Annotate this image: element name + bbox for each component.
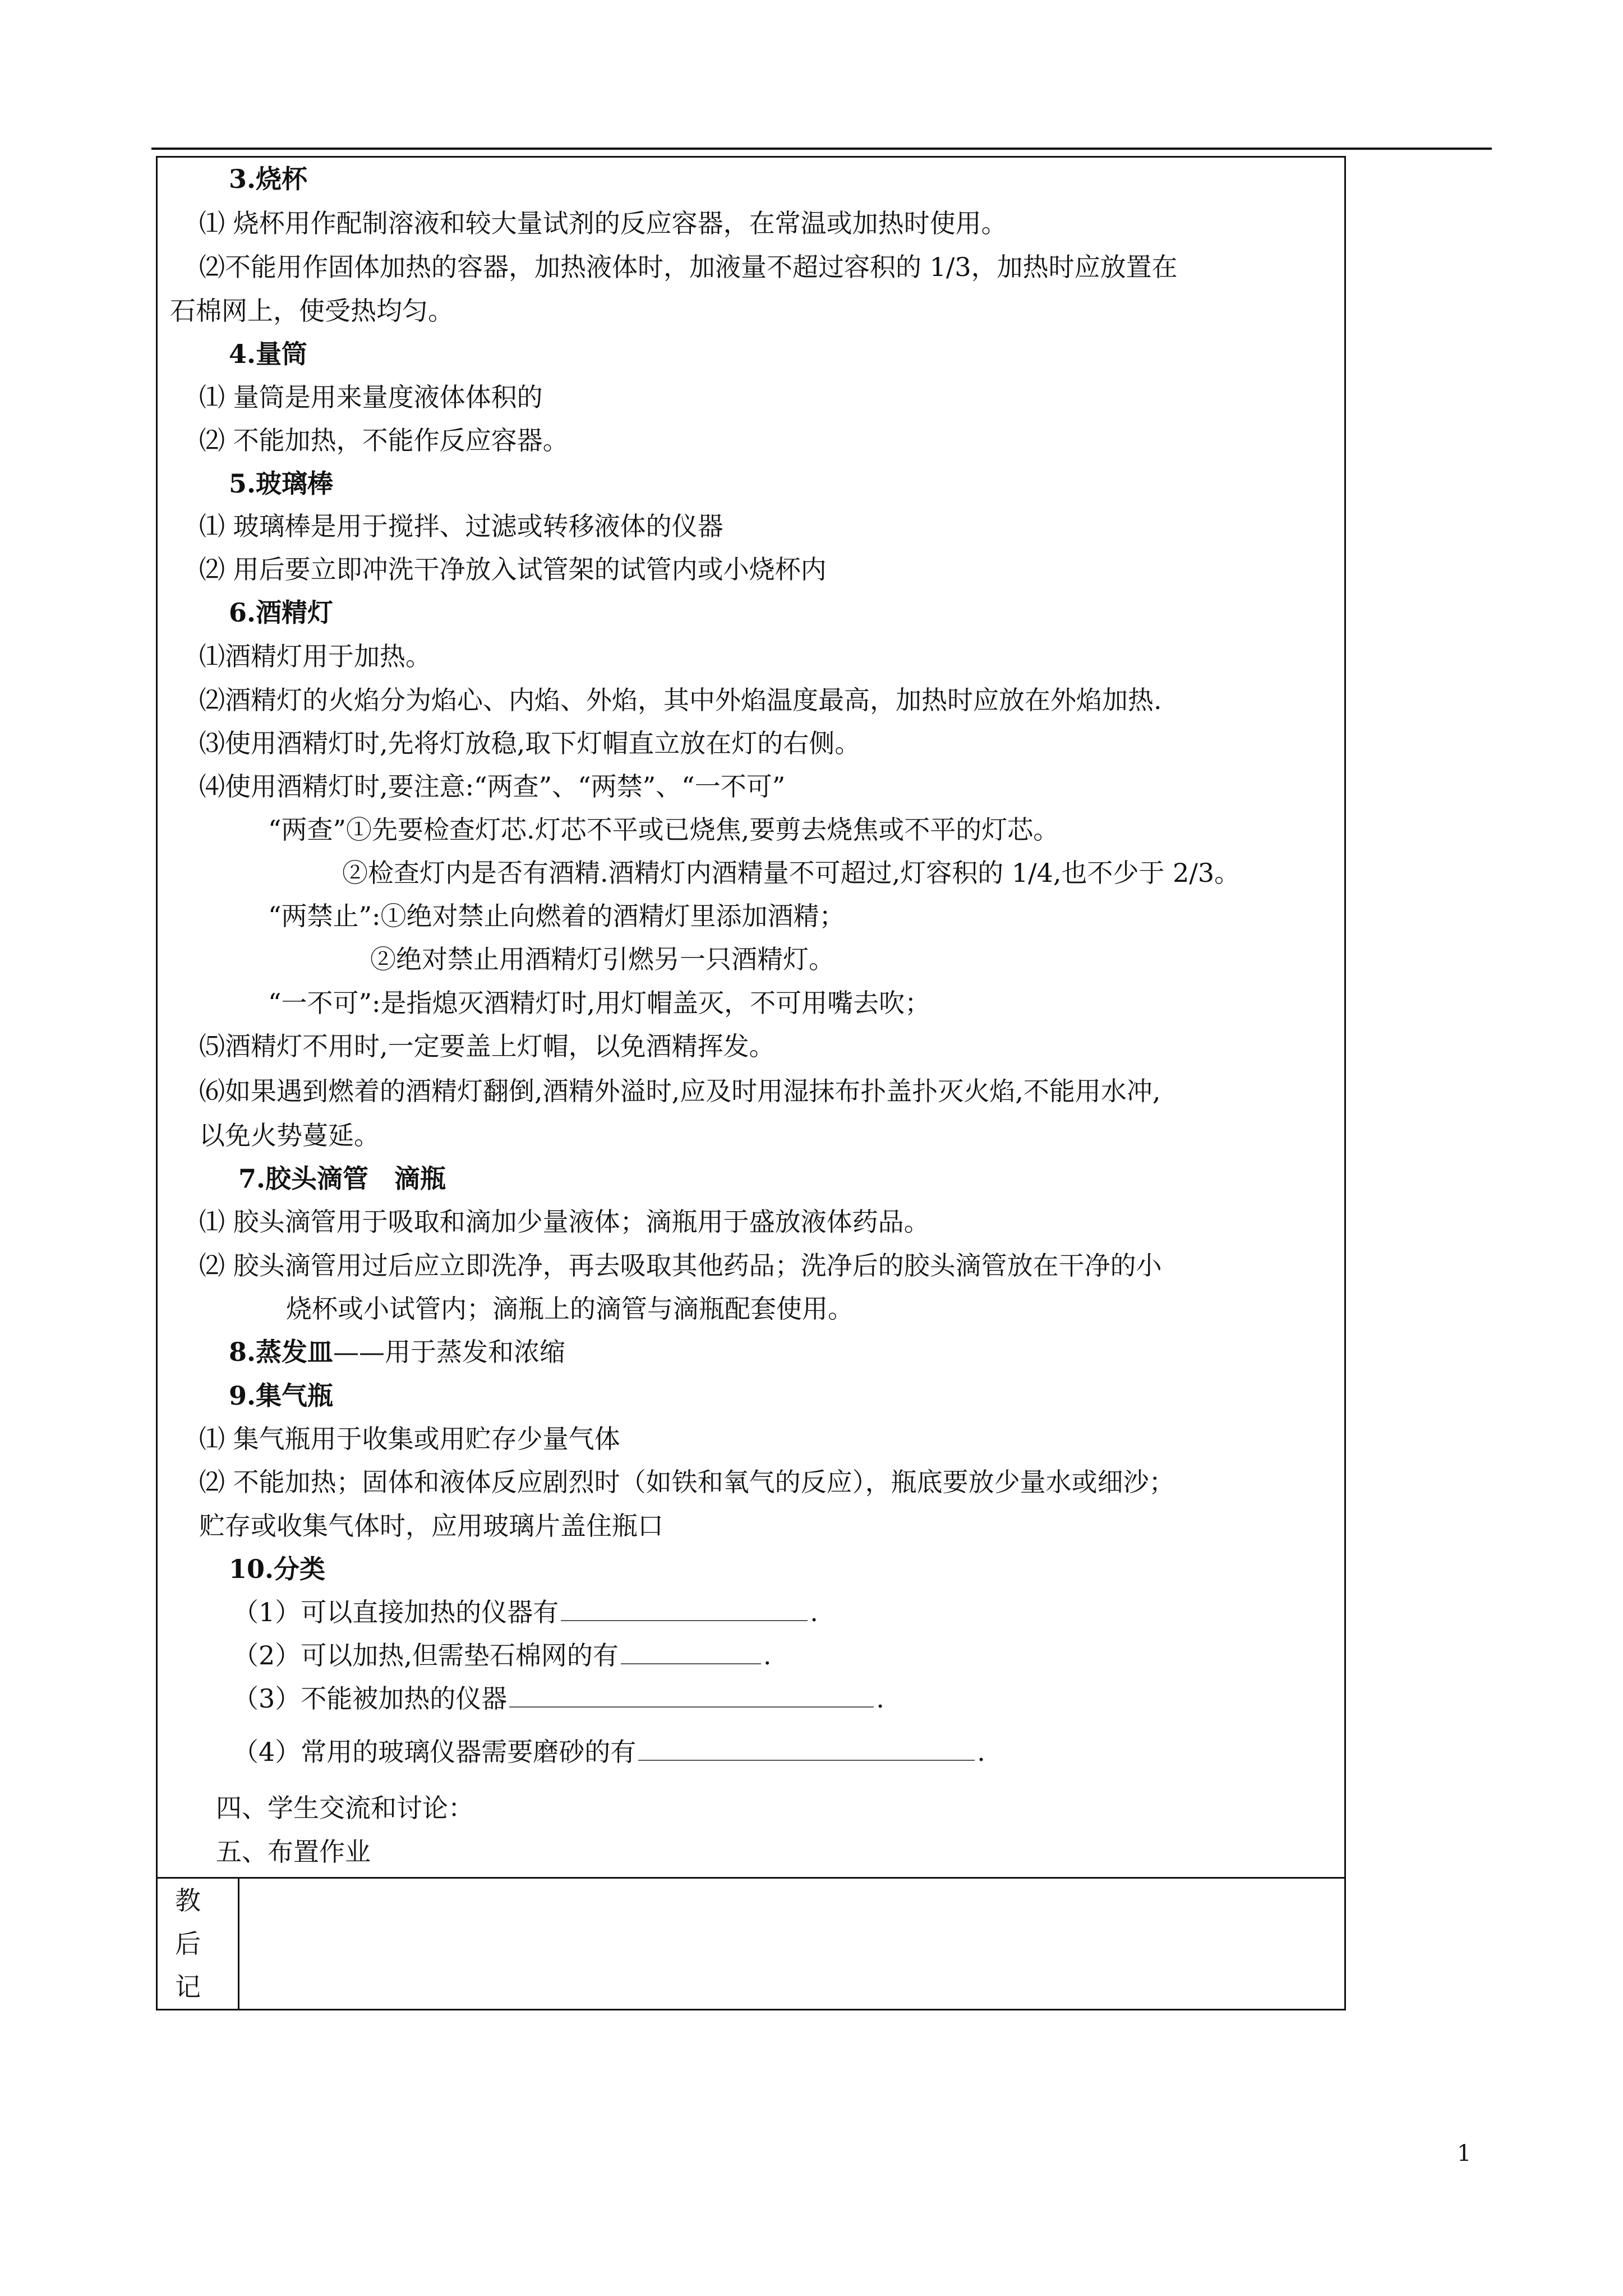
discussion-line: 四、学生交流和讨论： — [216, 1793, 474, 1823]
lamp-check-2: ②检查灯内是否有酒精.酒精灯内酒精量不可超过,灯容积的 1/4,也不少于 2/3。 — [342, 858, 1241, 888]
dropper-p2-cont: 烧杯或小试管内；滴瓶上的滴管与滴瓶配套使用。 — [286, 1294, 854, 1324]
gas-bottle-p1: ⑴ 集气瓶用于收集或用贮存少量气体 — [199, 1424, 620, 1454]
homework-line: 五、布置作业 — [216, 1837, 371, 1867]
footer-label-char-1: 教 — [175, 1885, 201, 1916]
beaker-p1: ⑴ 烧杯用作配制溶液和较大量试剂的反应容器，在常温或加热时使用。 — [199, 208, 1007, 238]
classify-q4-blank[interactable] — [638, 1737, 975, 1761]
beaker-heading: 3.烧杯 — [229, 164, 308, 194]
classify-q3-text: （3）不能被加热的仪器 — [233, 1683, 508, 1714]
classify-q2-text: （2）可以加热,但需垫石棉网的有 — [233, 1640, 619, 1671]
cylinder-p2: ⑵ 不能加热，不能作反应容器。 — [199, 425, 569, 455]
header-rule — [151, 148, 1492, 150]
lamp-p6: ⑹如果遇到燃着的酒精灯翻倒,酒精外溢时,应及时用湿抹布扑盖扑灭火焰,不能用水冲, — [199, 1076, 1161, 1106]
classify-q3 — [233, 1683, 884, 1714]
glass-rod-p2: ⑵ 用后要立即冲洗干净放入试管架的试管内或小烧杯内 — [199, 554, 827, 585]
glass-rod-p1: ⑴ 玻璃棒是用于搅拌、过滤或转移液体的仪器 — [199, 511, 723, 541]
lamp-p2: ⑵酒精灯的火焰分为焰心、内焰、外焰，其中外焰温度最高，加热时应放在外焰加热. — [199, 685, 1162, 715]
cylinder-p1: ⑴ 量筒是用来量度液体体积的 — [199, 382, 543, 412]
lamp-p4: ⑷使用酒精灯时,要注意:“两查”、“两禁”、“一不可” — [199, 771, 786, 802]
dropper-p2: ⑵ 胶头滴管用过后应立即洗净，再去吸取其他药品；洗净后的胶头滴管放在干净的小 — [199, 1250, 1162, 1281]
glass-rod-heading: 5.玻璃棒 — [229, 468, 334, 499]
beaker-p2: ⑵不能用作固体加热的容器，加热液体时，加液量不超过容积的 1/3，加热时应放置在 — [199, 252, 1178, 282]
evap-heading: 8.蒸发皿 — [229, 1337, 334, 1367]
lamp-heading: 6.酒精灯 — [229, 597, 334, 628]
lamp-p6-cont: 以免火势蔓延。 — [199, 1120, 380, 1151]
gas-bottle-p2-cont: 贮存或收集气体时，应用玻璃片盖住瓶口 — [199, 1511, 663, 1541]
classify-q3-end: . — [876, 1683, 884, 1714]
gas-bottle-heading: 9.集气瓶 — [229, 1381, 334, 1411]
classify-q2-end: . — [763, 1640, 772, 1671]
footer-label-char-2: 后 — [175, 1929, 201, 1959]
lamp-p3: ⑶使用酒精灯时,先将灯放稳,取下灯帽直立放在灯的右侧。 — [199, 728, 861, 758]
classify-q1-text: （1）可以直接加热的仪器有 — [233, 1597, 559, 1627]
gas-bottle-p2: ⑵ 不能加热；固体和液体反应剧烈时（如铁和氧气的反应），瓶底要放少量水或细沙； — [199, 1467, 1175, 1497]
table-row-divider — [156, 1877, 1346, 1879]
dropper-heading: 7.胶头滴管 滴瓶 — [238, 1163, 446, 1194]
classify-q4-end: . — [977, 1737, 985, 1767]
classify-q1 — [233, 1596, 818, 1628]
lamp-p1: ⑴酒精灯用于加热。 — [199, 641, 431, 671]
evap-line — [229, 1336, 565, 1368]
beaker-p2-cont: 石棉网上，使受热均匀。 — [170, 296, 454, 326]
lamp-p5: ⑸酒精灯不用时,一定要盖上灯帽，以免酒精挥发。 — [199, 1031, 775, 1061]
cylinder-heading: 4.量筒 — [229, 339, 308, 369]
page-number: 1 — [1457, 2141, 1472, 2166]
classify-q3-blank[interactable] — [509, 1684, 874, 1708]
classify-q2 — [233, 1640, 772, 1671]
lamp-never: “一不可”:是指熄灭酒精灯时,用灯帽盖灭，不可用嘴去吹； — [268, 988, 931, 1018]
footer-label-char-3: 记 — [175, 1972, 201, 2002]
lamp-ban-2: ②绝对禁止用酒精灯引燃另一只酒精灯。 — [370, 944, 834, 974]
dropper-p1: ⑴ 胶头滴管用于吸取和滴加少量液体；滴瓶用于盛放液体药品。 — [199, 1207, 930, 1237]
lamp-check-1: “两查”①先要检查灯芯.灯芯不平或已烧焦,要剪去烧焦或不平的灯芯。 — [268, 815, 1059, 845]
classify-q1-blank[interactable] — [561, 1598, 808, 1621]
classify-q4 — [233, 1736, 985, 1768]
classify-heading: 10.分类 — [229, 1554, 326, 1584]
classify-q4-text: （4）常用的玻璃仪器需要磨砂的有 — [233, 1737, 637, 1767]
classify-q1-end: . — [810, 1597, 818, 1627]
classify-q2-blank[interactable] — [621, 1641, 761, 1664]
table-column-divider — [238, 1877, 239, 2010]
evap-desc: ——用于蒸发和浓缩 — [333, 1337, 566, 1367]
lamp-ban-1: “两禁止”:①绝对禁止向燃着的酒精灯里添加酒精； — [268, 901, 845, 931]
